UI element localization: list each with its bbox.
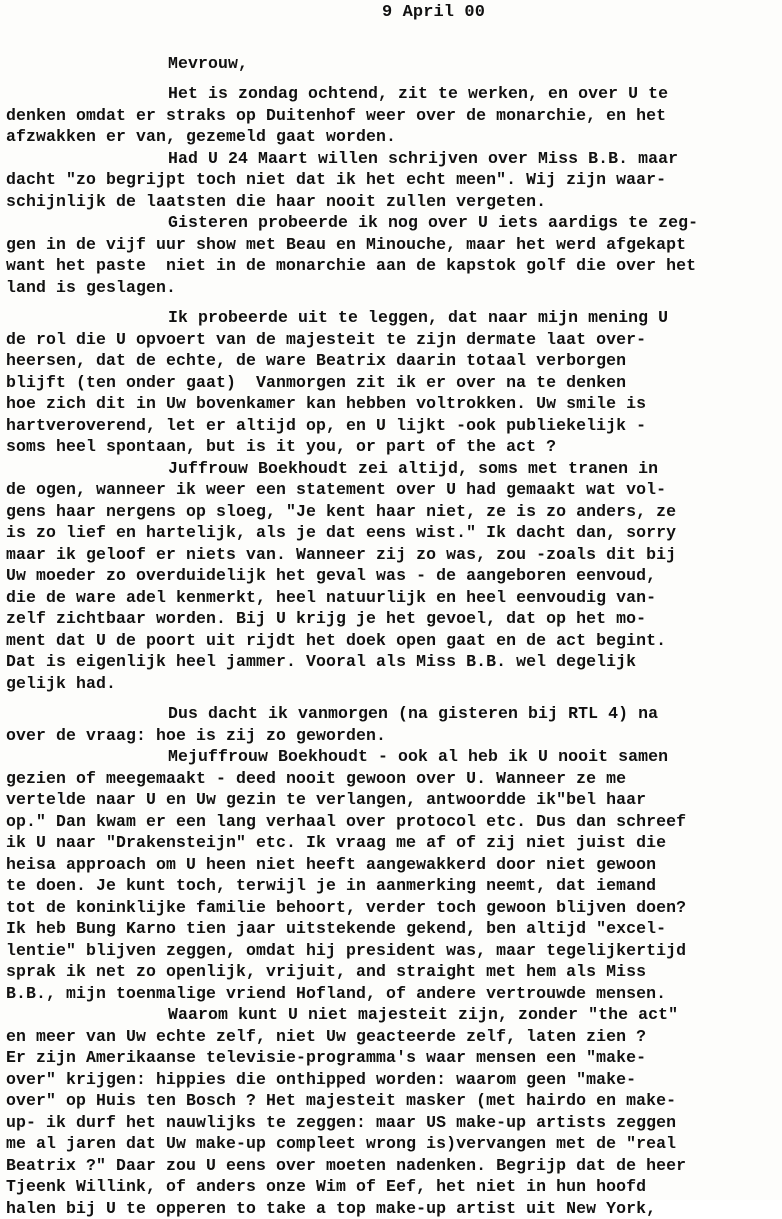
- letter-line: gezien of meegemaakt - deed nooit gewoon over U. Wanneer ze me: [6, 768, 782, 790]
- letter-line: die de ware adel kenmerkt, heel natuurlijk en heel eenvoudig van-: [6, 587, 782, 609]
- letter-line: heisa approach om U heen niet heeft aangewakkerd door niet gewoon: [6, 854, 782, 876]
- letter-line: is zo lief en hartelijk, als je dat eens wist." Ik dacht dan, sorry: [6, 522, 782, 544]
- letter-line: up- ik durf het nauwlijks te zeggen: maar US make-up artists zeggen: [6, 1112, 782, 1134]
- letter-line: ment dat U de poort uit rijdt het doek open gaat en de act begint.: [6, 630, 782, 652]
- letter-line: schijnlijk de laatsten die haar nooit zullen vergeten.: [6, 191, 782, 213]
- letter-line: Gisteren probeerde ik nog over U iets aardigs te zeg-: [6, 212, 782, 234]
- letter-line: heersen, dat de echte, de ware Beatrix daarin totaal verborgen: [6, 350, 782, 372]
- letter-line: afzwakken er van, gezemeld gaat worden.: [6, 126, 782, 148]
- letter-line: want het paste niet in de monarchie aan de kapstok golf die over het: [6, 255, 782, 277]
- letter-line: B.B., mijn toenmalige vriend Hofland, of andere vertrouwde mensen.: [6, 983, 782, 1005]
- letter-line: land is geslagen.: [6, 277, 782, 299]
- letter-line: Tjeenk Willink, of anders onze Wim of Eef, het niet in hun hoofd: [6, 1176, 782, 1198]
- letter-line: sprak ik net zo openlijk, vrijuit, and straight met hem als Miss: [6, 961, 782, 983]
- letter-line: Juffrouw Boekhoudt zei altijd, soms met tranen in: [6, 458, 782, 480]
- letter-line: Er zijn Amerikaanse televisie-programma's waar mensen een "make-: [6, 1047, 782, 1069]
- letter-line: dacht "zo begrijpt toch niet dat ik het echt meen". Wij zijn waar-: [6, 169, 782, 191]
- letter-line: Ik probeerde uit te leggen, dat naar mijn mening U: [6, 307, 782, 329]
- letter-line: zelf zichtbaar worden. Bij U krijg je het gevoel, dat op het mo-: [6, 608, 782, 630]
- letter-line: hartveroverend, let er altijd op, en U lijkt -ook publiekelijk -: [6, 415, 782, 437]
- letter-line: ik U naar "Drakensteijn" etc. Ik vraag me af of zij niet juist die: [6, 832, 782, 854]
- letter-line: de ogen, wanneer ik weer een statement over U had gemaakt wat vol-: [6, 479, 782, 501]
- letter-line: over" op Huis ten Bosch ? Het majesteit masker (met hairdo en make-: [6, 1090, 782, 1112]
- letter-line: tot de koninklijke familie behoort, verder toch gewoon blijven doen?: [6, 897, 782, 919]
- letter-line: Waarom kunt U niet majesteit zijn, zonder "the act": [6, 1004, 782, 1026]
- letter-line: hoe zich dit in Uw bovenkamer kan hebben voltrokken. Uw smile is: [6, 393, 782, 415]
- letter-line: blijft (ten onder gaat) Vanmorgen zit ik er over na te denken: [6, 372, 782, 394]
- letter-line: denken omdat er straks op Duitenhof weer over de monarchie, en het: [6, 105, 782, 127]
- letter-line: de rol die U opvoert van de majesteit te zijn dermate laat over-: [6, 329, 782, 351]
- letter-line: gelijk had.: [6, 673, 782, 695]
- letter-line: Uw moeder zo overduidelijk het geval was - de aangeboren eenvoud,: [6, 565, 782, 587]
- letter-line: Dat is eigenlijk heel jammer. Vooral als Miss B.B. wel degelijk: [6, 651, 782, 673]
- letter-line: Beatrix ?" Daar zou U eens over moeten nadenken. Begrijp dat de heer: [6, 1155, 782, 1177]
- letter-line: Had U 24 Maart willen schrijven over Miss B.B. maar: [6, 148, 782, 170]
- letter-line: halen bij U te opperen to take a top make-up artist uit New York,: [6, 1198, 782, 1219]
- letter-line: gens haar nergens op sloeg, "Je kent haar niet, ze is zo anders, ze: [6, 501, 782, 523]
- letter-line: en meer van Uw echte zelf, niet Uw geacteerde zelf, laten zien ?: [6, 1026, 782, 1048]
- letter-line: Mejuffrouw Boekhoudt - ook al heb ik U nooit samen: [6, 746, 782, 768]
- letter-line: gen in de vijf uur show met Beau en Minouche, maar het werd afgekapt: [6, 234, 782, 256]
- letter-line: Het is zondag ochtend, zit te werken, en over U te: [6, 83, 782, 105]
- letter-line: lentie" blijven zeggen, omdat hij president was, maar tegelijkertijd: [6, 940, 782, 962]
- letter-line: soms heel spontaan, but is it you, or part of the act ?: [6, 436, 782, 458]
- letter-date: 9 April 00: [382, 2, 485, 24]
- letter-line: Dus dacht ik vanmorgen (na gisteren bij RTL 4) na: [6, 703, 782, 725]
- letter-line: op." Dan kwam er een lang verhaal over protocol etc. Dus dan schreef: [6, 811, 782, 833]
- letter-line: me al jaren dat Uw make-up compleet wrong is)vervangen met de "real: [6, 1133, 782, 1155]
- letter-line: Ik heb Bung Karno tien jaar uitstekende gekend, ben altijd "excel-: [6, 918, 782, 940]
- letter-line: over" krijgen: hippies die onthipped worden: waarom geen "make-: [6, 1069, 782, 1091]
- letter-line: vertelde naar U en Uw gezin te verlangen, antwoordde ik"bel haar: [6, 789, 782, 811]
- letter-salutation: Mevrouw,: [168, 53, 248, 75]
- letter-line: te doen. Je kunt toch, terwijl je in aanmerking neemt, dat iemand: [6, 875, 782, 897]
- letter-line: over de vraag: hoe is zij zo geworden.: [6, 725, 782, 747]
- letter-line: maar ik geloof er niets van. Wanneer zij zo was, zou -zoals dit bij: [6, 544, 782, 566]
- letter-body: [6, 83, 782, 1219]
